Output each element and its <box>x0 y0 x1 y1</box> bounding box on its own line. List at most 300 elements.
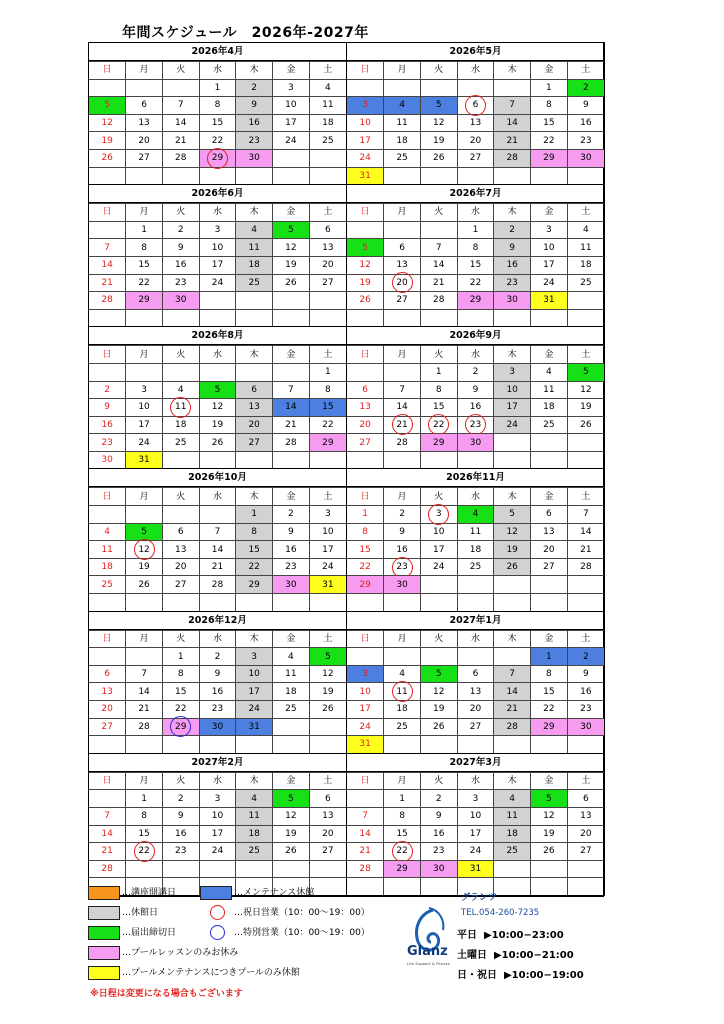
calendar-day: 19 <box>531 825 568 843</box>
weekday-header: 月 <box>126 630 163 648</box>
calendar-day: 29 <box>420 434 457 452</box>
month-calendar <box>346 184 605 327</box>
calendar-day: 29 <box>236 576 273 594</box>
calendar-day: 11 <box>89 541 126 559</box>
calendar-day: 29 <box>199 149 236 167</box>
calendar-day: 3 <box>126 381 163 399</box>
empty-day <box>162 79 199 97</box>
calendar-day: 6 <box>457 665 494 683</box>
calendar-day: 17 <box>273 114 310 132</box>
empty-day <box>162 363 199 381</box>
empty-day <box>199 363 236 381</box>
calendar-day: 17 <box>347 132 384 150</box>
legend-swatch-deadline <box>88 926 120 940</box>
month-title: 2027年3月 <box>347 754 604 772</box>
calendar-day: 7 <box>494 665 531 683</box>
weekday-header: 月 <box>384 346 421 364</box>
calendar-day: 9 <box>162 807 199 825</box>
calendar-day: 13 <box>457 114 494 132</box>
empty-day <box>531 736 568 753</box>
calendar-day: 13 <box>531 523 568 541</box>
weekday-header: 金 <box>273 488 310 506</box>
calendar-day: 30 <box>199 718 236 736</box>
holiday-open-circle-icon <box>465 95 486 116</box>
calendar-day: 26 <box>89 149 126 167</box>
empty-day <box>309 736 346 753</box>
empty-day <box>494 736 531 753</box>
calendar-day: 23 <box>457 416 494 434</box>
calendar-day: 22 <box>531 132 568 150</box>
calendar-day: 14 <box>384 399 421 417</box>
calendar-day: 24 <box>199 843 236 861</box>
calendar-day: 12 <box>273 239 310 257</box>
calendar-day: 10 <box>347 114 384 132</box>
calendar-day: 27 <box>531 558 568 576</box>
calendar-day: 18 <box>457 541 494 559</box>
month-title: 2026年4月 <box>89 43 346 61</box>
calendar-day: 22 <box>162 701 199 719</box>
calendar-day: 9 <box>567 97 604 115</box>
calendar-day: 1 <box>126 221 163 239</box>
empty-day <box>531 434 568 452</box>
hours-time: ▶10:00−19:00 <box>503 970 584 981</box>
weekday-header: 木 <box>494 346 531 364</box>
calendar-day: 11 <box>384 114 421 132</box>
calendar-day: 21 <box>89 843 126 861</box>
weekday-header: 土 <box>309 204 346 222</box>
calendar-day: 25 <box>236 274 273 292</box>
empty-day <box>347 648 384 666</box>
weekday-header: 金 <box>531 346 568 364</box>
weekday-header: 火 <box>162 772 199 790</box>
calendar-day: 17 <box>494 399 531 417</box>
month-calendar <box>88 42 347 185</box>
empty-day <box>273 292 310 310</box>
calendar-day: 3 <box>347 665 384 683</box>
empty-day <box>162 451 199 468</box>
calendar-day: 7 <box>89 807 126 825</box>
empty-day <box>384 736 421 753</box>
empty-day <box>126 309 163 326</box>
empty-day <box>567 860 604 878</box>
weekday-header: 土 <box>567 772 604 790</box>
calendar-day: 4 <box>457 506 494 524</box>
weekday-header: 木 <box>494 772 531 790</box>
hours-row-weekday <box>457 926 564 941</box>
calendar-day: 26 <box>420 149 457 167</box>
weekday-header: 水 <box>199 772 236 790</box>
calendar-day: 31 <box>126 451 163 468</box>
calendar-day: 3 <box>309 506 346 524</box>
calendar-day: 17 <box>126 416 163 434</box>
empty-day <box>89 594 126 611</box>
empty-day <box>531 860 568 878</box>
weekday-header: 月 <box>384 488 421 506</box>
calendar-day: 26 <box>273 843 310 861</box>
calendar-day: 1 <box>199 79 236 97</box>
calendar-day: 22 <box>457 274 494 292</box>
weekday-header: 金 <box>531 62 568 80</box>
calendar-day: 2 <box>162 221 199 239</box>
calendar-day: 6 <box>457 97 494 115</box>
weekday-header: 火 <box>420 62 457 80</box>
calendar-day: 20 <box>531 541 568 559</box>
calendar-day: 27 <box>309 274 346 292</box>
holiday-open-circle-icon <box>465 414 486 435</box>
calendar-day: 8 <box>236 523 273 541</box>
calendar-day: 15 <box>347 541 384 559</box>
calendar-day: 22 <box>126 843 163 861</box>
holiday-open-circle-icon <box>170 397 191 418</box>
calendar-day: 17 <box>457 825 494 843</box>
weekday-header: 日 <box>347 630 384 648</box>
calendar-day: 25 <box>89 576 126 594</box>
calendar-day: 10 <box>531 239 568 257</box>
empty-day <box>531 594 568 611</box>
hours-label: 日・祝日 <box>457 970 497 981</box>
calendar-day: 10 <box>199 807 236 825</box>
empty-day <box>236 309 273 326</box>
empty-day <box>567 451 604 468</box>
calendar-day: 20 <box>126 132 163 150</box>
calendar-day: 8 <box>199 97 236 115</box>
holiday-open-circle-icon <box>428 414 449 435</box>
calendar-day: 21 <box>273 416 310 434</box>
calendar-day: 14 <box>494 683 531 701</box>
month-calendar <box>346 753 605 896</box>
calendar-day: 6 <box>309 221 346 239</box>
weekday-header: 木 <box>236 630 273 648</box>
empty-day <box>384 167 421 184</box>
calendar-day: 21 <box>384 416 421 434</box>
calendar-day: 13 <box>567 807 604 825</box>
calendar-day: 7 <box>420 239 457 257</box>
calendar-day: 12 <box>494 523 531 541</box>
empty-day <box>199 451 236 468</box>
weekday-header: 土 <box>567 488 604 506</box>
calendar-day: 22 <box>309 416 346 434</box>
calendar-day: 25 <box>273 701 310 719</box>
calendar-day: 10 <box>457 807 494 825</box>
calendar-day: 6 <box>236 381 273 399</box>
calendar-day: 28 <box>89 860 126 878</box>
page-title: 年間スケジュール 2026年-2027年 <box>122 25 369 41</box>
holiday-open-circle-icon <box>134 539 155 560</box>
calendar-day: 28 <box>162 149 199 167</box>
legend-deadline-label: …届出締切日 <box>122 928 177 938</box>
weekday-header: 土 <box>309 772 346 790</box>
empty-day <box>199 736 236 753</box>
month-title: 2027年1月 <box>347 612 604 630</box>
weekday-header: 水 <box>199 346 236 364</box>
calendar-day: 30 <box>457 434 494 452</box>
calendar-day: 22 <box>384 843 421 861</box>
calendar-day: 21 <box>89 274 126 292</box>
calendar-day: 25 <box>236 843 273 861</box>
empty-day <box>236 292 273 310</box>
weekday-header: 土 <box>567 62 604 80</box>
calendar-day: 11 <box>384 683 421 701</box>
calendar-day: 18 <box>309 114 346 132</box>
calendar-day: 7 <box>494 97 531 115</box>
calendar-day: 28 <box>567 558 604 576</box>
calendar-day: 7 <box>199 523 236 541</box>
hours-row-sunday-holiday <box>457 966 584 981</box>
calendar-day: 4 <box>89 523 126 541</box>
weekday-header: 金 <box>273 772 310 790</box>
calendar-day: 18 <box>162 416 199 434</box>
calendar-day: 8 <box>347 523 384 541</box>
calendar-day: 18 <box>384 701 421 719</box>
empty-day <box>273 736 310 753</box>
weekday-header: 木 <box>236 204 273 222</box>
legend-swatch-course <box>88 886 120 900</box>
calendar-day: 1 <box>531 648 568 666</box>
empty-day <box>236 363 273 381</box>
calendar-day: 20 <box>457 701 494 719</box>
empty-day <box>199 594 236 611</box>
calendar-day: 1 <box>420 363 457 381</box>
empty-day <box>89 648 126 666</box>
calendar-day: 11 <box>457 523 494 541</box>
calendar-day: 12 <box>420 683 457 701</box>
calendar-day: 17 <box>199 256 236 274</box>
calendar-day: 1 <box>531 79 568 97</box>
calendar-day: 22 <box>199 132 236 150</box>
calendar-day: 16 <box>420 825 457 843</box>
calendar-day: 21 <box>494 701 531 719</box>
calendar-day: 15 <box>199 114 236 132</box>
month-title: 2026年12月 <box>89 612 346 630</box>
empty-day <box>494 648 531 666</box>
logo-tagline: Life Support & Fitness <box>407 962 450 966</box>
legend-swatch-pool-lesson <box>88 946 120 960</box>
empty-day <box>384 221 421 239</box>
legend-swatch-pool-maintenance <box>88 966 120 980</box>
calendar-day: 5 <box>531 790 568 808</box>
calendar-day: 1 <box>457 221 494 239</box>
calendar-day: 27 <box>457 718 494 736</box>
calendar-day: 17 <box>199 825 236 843</box>
calendar-day: 26 <box>126 576 163 594</box>
calendar-day: 9 <box>494 239 531 257</box>
legend-swatch-closed <box>88 906 120 920</box>
weekday-header: 月 <box>126 488 163 506</box>
empty-day <box>567 594 604 611</box>
calendar-day: 29 <box>309 434 346 452</box>
calendar-day: 5 <box>126 523 163 541</box>
empty-day <box>420 648 457 666</box>
empty-day <box>347 221 384 239</box>
special-open-circle-icon <box>170 716 191 737</box>
calendar-day: 5 <box>199 381 236 399</box>
calendar-day: 3 <box>199 221 236 239</box>
calendar-day: 3 <box>236 648 273 666</box>
calendar-day: 20 <box>309 825 346 843</box>
calendar-day: 13 <box>309 807 346 825</box>
calendar-day: 1 <box>236 506 273 524</box>
calendar-day: 28 <box>126 718 163 736</box>
empty-day <box>567 736 604 753</box>
calendar-day: 16 <box>567 114 604 132</box>
calendar-day: 24 <box>126 434 163 452</box>
empty-day <box>89 506 126 524</box>
empty-day <box>347 594 384 611</box>
month-calendar <box>88 753 347 896</box>
calendar-day: 26 <box>531 843 568 861</box>
calendar-day: 19 <box>309 683 346 701</box>
calendar-day: 29 <box>126 292 163 310</box>
legend-holiday-circle-icon <box>210 905 225 920</box>
calendar-day: 11 <box>162 399 199 417</box>
calendar-day: 23 <box>384 558 421 576</box>
empty-day <box>126 506 163 524</box>
empty-day <box>531 167 568 184</box>
calendar-day: 11 <box>273 665 310 683</box>
calendar-day: 16 <box>199 683 236 701</box>
calendar-day: 8 <box>531 665 568 683</box>
calendar-day: 12 <box>347 256 384 274</box>
empty-day <box>162 860 199 878</box>
empty-day <box>567 167 604 184</box>
calendar-day: 27 <box>457 149 494 167</box>
weekday-header: 水 <box>457 204 494 222</box>
empty-day <box>420 167 457 184</box>
empty-day <box>309 718 346 736</box>
empty-day <box>162 309 199 326</box>
month-calendar <box>88 468 347 611</box>
empty-day <box>309 594 346 611</box>
calendar-day: 14 <box>567 523 604 541</box>
calendar-day: 17 <box>309 541 346 559</box>
calendar-day: 23 <box>199 701 236 719</box>
calendar-day: 11 <box>567 239 604 257</box>
calendar-day: 14 <box>347 825 384 843</box>
month-calendar <box>346 468 605 611</box>
empty-day <box>273 860 310 878</box>
calendar-day: 7 <box>384 381 421 399</box>
calendar-day: 6 <box>126 97 163 115</box>
calendar-day: 2 <box>273 506 310 524</box>
weekday-header: 金 <box>273 204 310 222</box>
calendar-day: 2 <box>567 648 604 666</box>
calendar-day: 18 <box>531 399 568 417</box>
calendar-day: 27 <box>309 843 346 861</box>
empty-day <box>126 363 163 381</box>
empty-day <box>89 309 126 326</box>
calendar-day: 20 <box>162 558 199 576</box>
calendar-day: 29 <box>384 860 421 878</box>
calendar-day: 18 <box>273 683 310 701</box>
calendar-day: 14 <box>420 256 457 274</box>
empty-day <box>126 594 163 611</box>
empty-day <box>309 860 346 878</box>
empty-day <box>531 451 568 468</box>
store-phone: TEL.054-260-7235 <box>461 908 540 918</box>
weekday-header: 月 <box>126 346 163 364</box>
empty-day <box>567 576 604 594</box>
empty-day <box>494 451 531 468</box>
weekday-header: 木 <box>236 772 273 790</box>
calendar-day: 4 <box>384 97 421 115</box>
weekday-header: 土 <box>309 630 346 648</box>
calendar-day: 12 <box>199 399 236 417</box>
calendar-day: 19 <box>420 701 457 719</box>
weekday-header: 日 <box>347 346 384 364</box>
weekday-header: 水 <box>199 204 236 222</box>
calendar-day: 3 <box>273 79 310 97</box>
calendar-day: 27 <box>162 576 199 594</box>
calendar-day: 18 <box>567 256 604 274</box>
empty-day <box>89 167 126 184</box>
holiday-open-circle-icon <box>392 414 413 435</box>
calendar-day: 18 <box>494 825 531 843</box>
calendar-day: 15 <box>531 683 568 701</box>
empty-day <box>384 451 421 468</box>
empty-day <box>457 648 494 666</box>
empty-day <box>457 736 494 753</box>
holiday-open-circle-icon <box>392 272 413 293</box>
calendar-day: 13 <box>236 399 273 417</box>
empty-day <box>457 594 494 611</box>
weekday-header: 土 <box>309 346 346 364</box>
calendar-day: 28 <box>494 149 531 167</box>
legend-course-label: …講座開講日 <box>122 888 177 898</box>
empty-day <box>347 79 384 97</box>
calendar-day: 26 <box>494 558 531 576</box>
empty-day <box>162 506 199 524</box>
weekday-header: 金 <box>531 630 568 648</box>
calendar-day: 4 <box>162 381 199 399</box>
calendar-day: 12 <box>531 807 568 825</box>
weekday-header: 木 <box>494 630 531 648</box>
calendar-day: 27 <box>347 434 384 452</box>
weekday-header: 火 <box>162 346 199 364</box>
calendar-day: 8 <box>309 381 346 399</box>
calendar-day: 11 <box>531 381 568 399</box>
calendar-day: 21 <box>420 274 457 292</box>
calendar-day: 20 <box>89 701 126 719</box>
calendar-day: 14 <box>126 683 163 701</box>
empty-day <box>273 149 310 167</box>
empty-day <box>420 594 457 611</box>
calendar-day: 22 <box>531 701 568 719</box>
calendar-day: 24 <box>273 132 310 150</box>
calendar-day: 13 <box>162 541 199 559</box>
weekday-header: 木 <box>494 488 531 506</box>
calendar-day: 16 <box>567 683 604 701</box>
calendar-day: 20 <box>309 256 346 274</box>
weekday-header: 火 <box>162 204 199 222</box>
weekday-header: 木 <box>236 488 273 506</box>
calendar-day: 3 <box>347 97 384 115</box>
calendar-day: 5 <box>347 239 384 257</box>
empty-day <box>309 292 346 310</box>
calendar-day: 2 <box>199 648 236 666</box>
calendar-day: 25 <box>531 416 568 434</box>
calendar-day: 19 <box>567 399 604 417</box>
calendar-day: 19 <box>273 825 310 843</box>
calendar-day: 17 <box>236 683 273 701</box>
calendar-day: 20 <box>567 825 604 843</box>
calendar-day: 29 <box>162 718 199 736</box>
calendar-day: 28 <box>199 576 236 594</box>
calendar-day: 26 <box>273 274 310 292</box>
calendar-day: 13 <box>457 683 494 701</box>
calendar-day: 26 <box>309 701 346 719</box>
empty-day <box>420 451 457 468</box>
calendar-day: 6 <box>567 790 604 808</box>
